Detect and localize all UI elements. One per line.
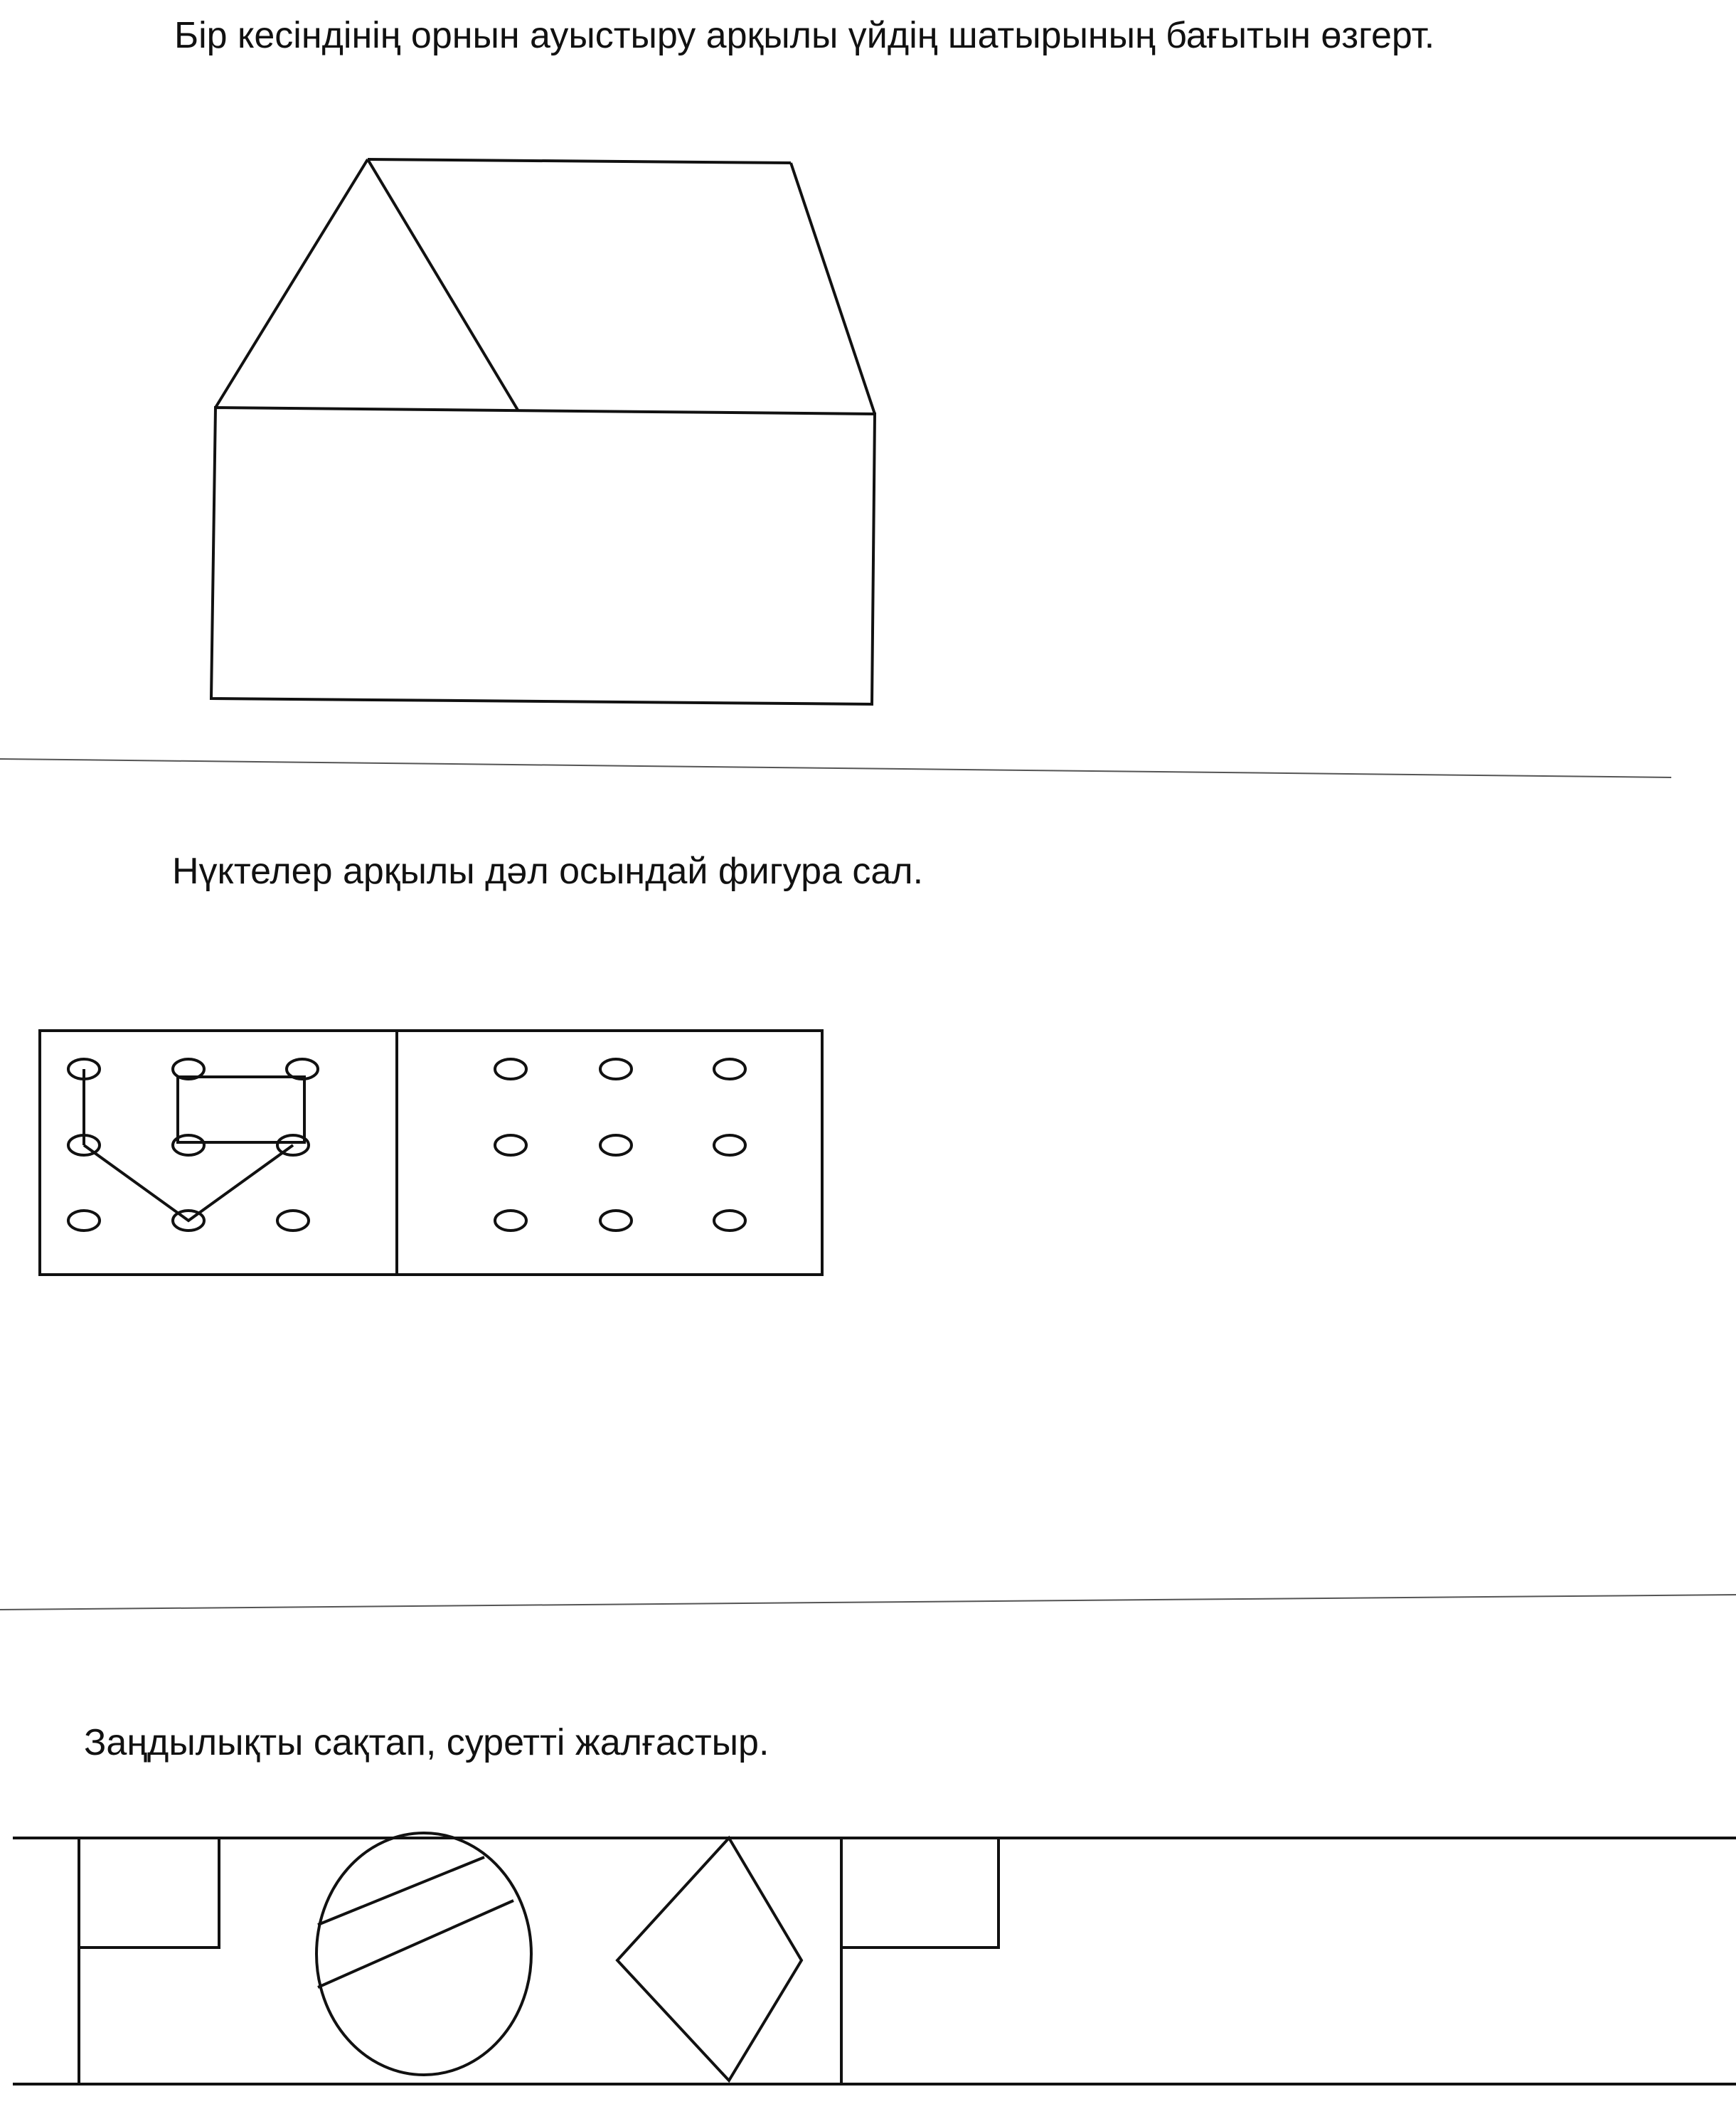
task-3-instruction: Заңдылықты сақтап, суретті жалғастыр. [84, 1722, 770, 1763]
house-figure [211, 159, 875, 704]
dot [495, 1211, 526, 1231]
dot [714, 1135, 745, 1155]
corner-square-shape [841, 1838, 999, 1948]
roof-right-edge [791, 163, 875, 414]
task-1-instruction: Бір кесіндінің орнын ауыстыру арқылы үйдің шатырының бағытын өзгерт. [174, 15, 1435, 56]
dot-grid-frame [40, 1031, 822, 1275]
sample-dot-grid [68, 1059, 318, 1231]
diamond-shape [617, 1838, 802, 2081]
dot [495, 1135, 526, 1155]
pattern-strip [13, 1833, 1736, 2084]
stripe [318, 1857, 484, 1925]
striped-circle-shape [316, 1833, 531, 2075]
corner-square-shape [79, 1838, 219, 1948]
dot [600, 1059, 632, 1079]
sample-segment [178, 1077, 304, 1142]
dot [277, 1211, 309, 1231]
dot [68, 1211, 100, 1231]
roof-left-edge [215, 159, 368, 408]
roof-top-edge [368, 159, 791, 163]
dot [600, 1135, 632, 1155]
dot [495, 1059, 526, 1079]
dot [714, 1211, 745, 1231]
blank-dot-grid [495, 1059, 745, 1231]
dot [714, 1059, 745, 1079]
house-wall [211, 408, 875, 704]
section-divider-1 [0, 759, 1671, 777]
circle [316, 1833, 531, 2075]
roof-inner-segment [368, 159, 518, 411]
section-divider-2 [0, 1595, 1736, 1610]
dot [600, 1211, 632, 1231]
task-2-instruction: Нүктелер арқылы дәл осындай фигура сал. [172, 851, 924, 892]
dot-grid-panel [40, 1031, 822, 1275]
